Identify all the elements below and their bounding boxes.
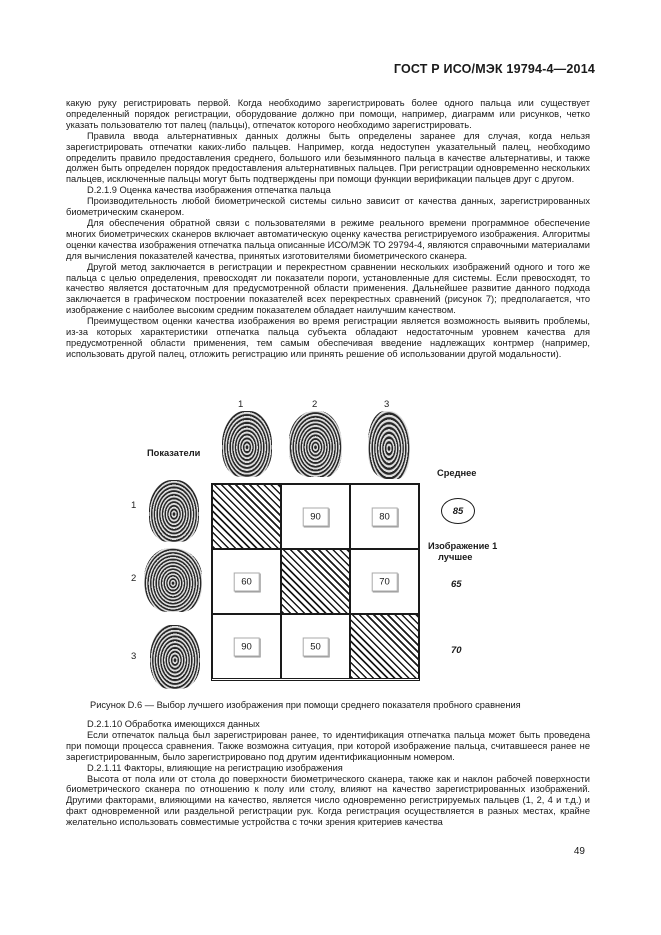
row-number: 1 — [131, 500, 137, 511]
fingerprint-row-2 — [144, 548, 202, 612]
bottom-text-block — [66, 719, 590, 828]
paragraph: Правила ввода альтернативных данных должны быть определены заранее для случая, когда нельзя зарегистрировать отпечатки каких-либо пальцев. Например, когда недоступен указательный палец, необходимо определить правило предоставления среднего, большого или безымянного пальца в качестве альтернативы, и также должен быть определен порядок предоставления альтернативных пальцев. При регистрации одновременно нескольких пальцев, исключенные пальцы могут быть подтверждены при помощи функции верификации пальцев друг с другом. — [66, 130, 590, 185]
indicators-label: Показатели — [147, 448, 201, 458]
best-image-label: Изображение 1 — [428, 541, 498, 551]
fingerprint-image-3 — [368, 411, 410, 479]
mean-value: 70 — [451, 645, 462, 656]
fingerprint-image-1 — [222, 411, 272, 477]
score-value: 70 — [371, 572, 398, 591]
column-number: 3 — [384, 399, 390, 410]
matrix-cell — [281, 484, 350, 549]
paragraph: Высота от пола или от стола до поверхности биометрического сканера, также как и наклон рабочей поверхности биометрического сканера по отношению к полу или столу, влияют на качество зарегистрированных изображений. Другими факторами, влияющими на качество, является число одновременно регистрируемых пальцев (1, 2, 4 и т.д.) и факт одновременной или раздельной регистрации рук. Когда регистрация осуществляется в разных местах, крайне желательно использовать совместимые устройства с точки зрения критериев качества — [66, 773, 590, 828]
best-mean-circle — [441, 498, 475, 524]
page-number: 49 — [573, 846, 585, 857]
document-header: ГОСТ Р ИСО/МЭК 19794-4—2014 — [393, 62, 595, 76]
matrix-cell — [350, 549, 419, 614]
best-image-sublabel: лучшее — [438, 552, 473, 562]
mean-value: 85 — [452, 505, 464, 517]
paragraph: Преимуществом оценки качества изображения во время регистрации является возможность выявить проблемы, из-за которых характеристики отпечатка пальца субъекта обладают недостаточным уровнем качества для предусмотренной области применения, тем самым обеспечивая введение надлежащих контрмер (например, использовать другой палец, отложить регистрацию или принять решение об использовании другой модальности). — [66, 316, 590, 359]
fingerprint-row-3 — [150, 625, 200, 689]
row-number: 2 — [131, 573, 137, 584]
paragraph: Производительность любой биометрической системы сильно зависит от качества данных, зарегистрированных биометрическим сканером. — [66, 196, 590, 218]
score-value: 90 — [233, 637, 260, 656]
matrix-cell-diagonal — [212, 484, 281, 549]
section-heading: D.2.1.9 Оценка качества изображения отпечатка пальца — [87, 185, 331, 196]
section-heading: D.2.1.10 Обработка имеющихся данных — [87, 719, 260, 729]
score-value: 80 — [371, 507, 398, 526]
paragraph: Другой метод заключается в регистрации и перекрестном сравнении нескольких изображений одного и того же пальца с целью определения, превосходят ли показатели пороги, установленные для системы. Если превосходят, то качество является достаточным для предусмотренной области применения. Дальнейшее развитие данного подхода заключается в графическом построении показателей всех перекрестных сравнений (рисунок 7); предполагается, что изображение с наиболее высоким средним показателем обладает наилучшим качеством. — [66, 261, 590, 316]
paragraph: какую руку регистрировать первой. Когда необходимо зарегистрировать более одного пальца или существует определенный порядок регистрации, оборудование должно при помощи, например, диаграмм или рисунков, четко указать пользователю тот палец (пальцы), отпечаток которого необходимо зарегистрировать. — [66, 98, 590, 130]
column-number: 1 — [238, 399, 244, 410]
paragraph: Для обеспечения обратной связи с пользователями в режиме реального времени программное обеспечение многих биометрических сканеров включает автоматическую оценку качества регистрируемого изображения. Алгоритмы оценки качества изображения отпечатка пальца описанные ИСО/МЭК ТО 29794-4, являются справочными материалами для вычисления показателей качества, принятых изготовителями биометрического сканера. — [66, 217, 590, 261]
figure-caption: Рисунок D.6 — Выбор лучшего изображения при помощи среднего показателя пробного сравнения — [90, 700, 521, 710]
matrix-cell — [281, 614, 350, 679]
row-number: 3 — [131, 651, 137, 662]
score-value: 90 — [302, 507, 329, 526]
fingerprint-image-2 — [289, 411, 342, 477]
score-value: 60 — [233, 572, 260, 591]
comparison-matrix — [211, 483, 420, 681]
column-number: 2 — [312, 399, 318, 410]
matrix-cell — [350, 484, 419, 549]
fingerprint-row-1 — [149, 480, 199, 542]
mean-label: Среднее — [437, 468, 477, 478]
matrix-cell — [212, 549, 281, 614]
matrix-cell-diagonal — [281, 549, 350, 614]
mean-value: 65 — [451, 579, 462, 590]
matrix-cell — [212, 614, 281, 679]
section-heading: D.2.1.11 Факторы, влияющие на регистрацию изображения — [87, 762, 343, 773]
paragraph: Если отпечаток пальца был зарегистрирован ранее, то идентификация отпечатка пальца может быть проведена при помощи процесса сравнения. Также возможна ситуация, при которой изображение пальца, считавшееся ранее не зарегистрированным, было зарегистрировано под другим идентификационным номером. — [66, 729, 590, 762]
matrix-cell-diagonal — [350, 614, 419, 679]
score-value: 50 — [302, 637, 329, 656]
